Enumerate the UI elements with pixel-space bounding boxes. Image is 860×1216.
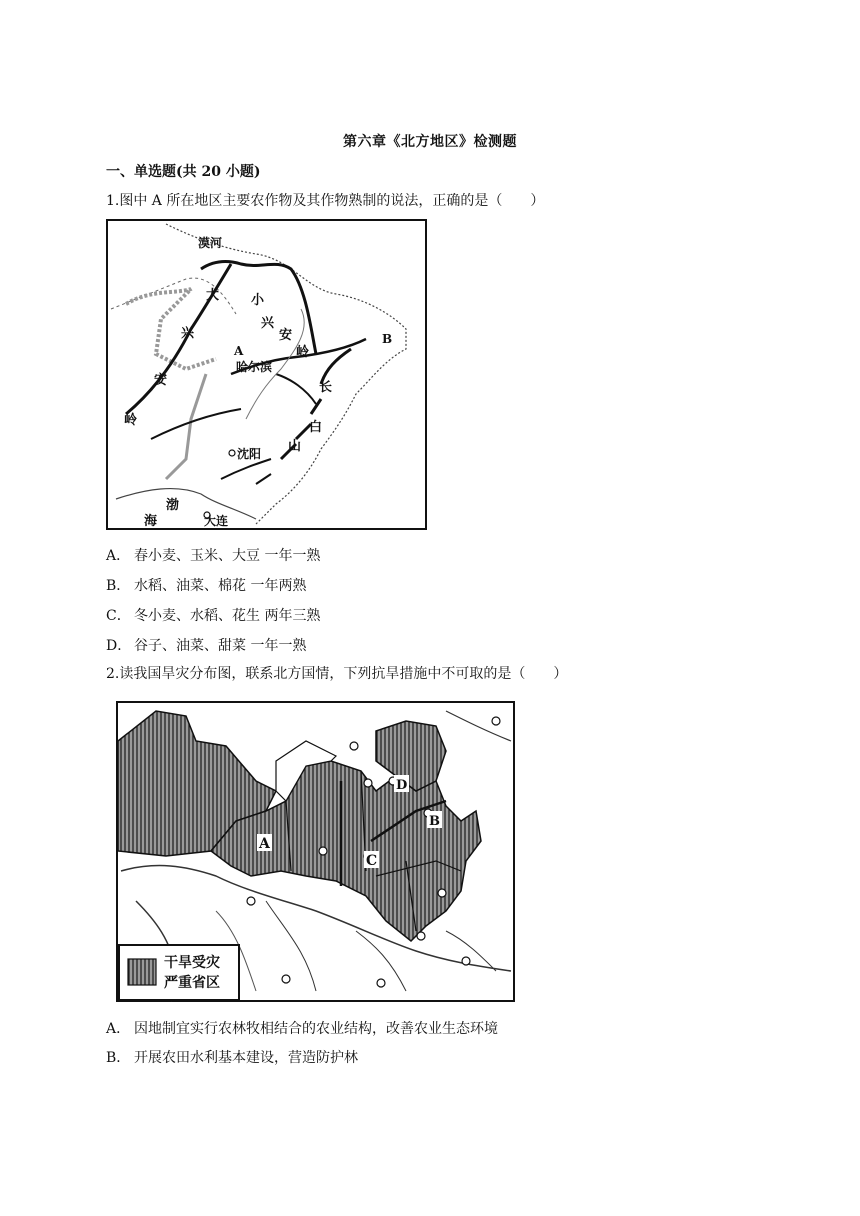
map2-legend-line2: 严重省区 bbox=[164, 975, 220, 991]
map-label-harbin: 哈尔滨 bbox=[236, 360, 273, 374]
map2-legend-line1: 干旱受灾 bbox=[164, 955, 220, 971]
q1-option-c-text: 冬小麦、水稻、花生 两年三熟 bbox=[134, 608, 321, 624]
q1-option-c-label: C． bbox=[106, 608, 131, 624]
q2-option-a-text: 因地制宜实行农林牧相结合的农业结构，改善农业生态环境 bbox=[134, 1021, 498, 1037]
map-label-xing1: 兴 bbox=[181, 326, 195, 341]
q1-option-b-label: B． bbox=[106, 578, 131, 594]
map-label-an2: 安 bbox=[279, 328, 293, 343]
map2-label-d: D bbox=[396, 778, 408, 793]
northeast-china-map bbox=[106, 219, 428, 531]
map-label-ling2: 岭 bbox=[296, 345, 310, 360]
map2-label-a: A bbox=[259, 836, 270, 852]
map-label-dalian: 大连 bbox=[204, 514, 229, 528]
q1-option-d bbox=[106, 635, 306, 655]
page-title: 第六章《北方地区》检测题 bbox=[343, 134, 517, 150]
map-label-shan: 山 bbox=[288, 439, 302, 454]
q2-option-a bbox=[106, 1018, 498, 1038]
q1-option-a-text: 春小麦、玉米、大豆 一年一熟 bbox=[134, 548, 321, 564]
map-label-b: B bbox=[382, 332, 393, 346]
drought-distribution-map bbox=[116, 701, 516, 1003]
map-label-da: 大 bbox=[206, 288, 220, 303]
q1-option-d-text: 谷子、油菜、甜菜 一年一熟 bbox=[134, 638, 307, 654]
map2-label-c: C bbox=[366, 853, 378, 869]
map-label-hai: 海 bbox=[144, 514, 158, 529]
map2-label-b: B bbox=[429, 814, 440, 829]
map-label-xiao: 小 bbox=[251, 293, 265, 308]
q1-option-d-label: D． bbox=[106, 638, 132, 654]
q1-option-b-text: 水稻、油菜、棉花 一年两熟 bbox=[134, 578, 307, 594]
map-label-an1: 安 bbox=[154, 373, 168, 388]
map-label-mohe: 漠河 bbox=[198, 236, 223, 250]
q1-option-a bbox=[106, 545, 320, 565]
map-label-ling1: 岭 bbox=[124, 413, 138, 428]
question-2-stem: 2.读我国旱灾分布图，联系北方国情，下列抗旱措施中不可取的是（ ） bbox=[106, 666, 568, 682]
question-1-stem: 1.图中 A 所在地区主要农作物及其作物熟制的说法，正确的是（ ） bbox=[106, 193, 545, 209]
q2-option-b-label: B． bbox=[106, 1050, 131, 1066]
map-label-a: A bbox=[234, 344, 244, 358]
map-label-bai: 白 bbox=[309, 420, 323, 435]
q1-option-c bbox=[106, 605, 320, 625]
map-label-shenyang: 沈阳 bbox=[237, 447, 262, 461]
section-heading: 一、单选题(共 20 小题) bbox=[106, 164, 261, 180]
q1-option-b bbox=[106, 575, 306, 595]
map-label-xing2: 兴 bbox=[261, 316, 275, 331]
q2-option-a-label: A． bbox=[106, 1021, 131, 1037]
q1-option-a-label: A． bbox=[106, 548, 131, 564]
map-label-chang: 长 bbox=[319, 380, 333, 395]
q2-option-b-text: 开展农田水利基本建设，营造防护林 bbox=[134, 1050, 358, 1066]
q2-option-b bbox=[106, 1047, 358, 1067]
map-label-bo: 渤 bbox=[166, 498, 180, 513]
